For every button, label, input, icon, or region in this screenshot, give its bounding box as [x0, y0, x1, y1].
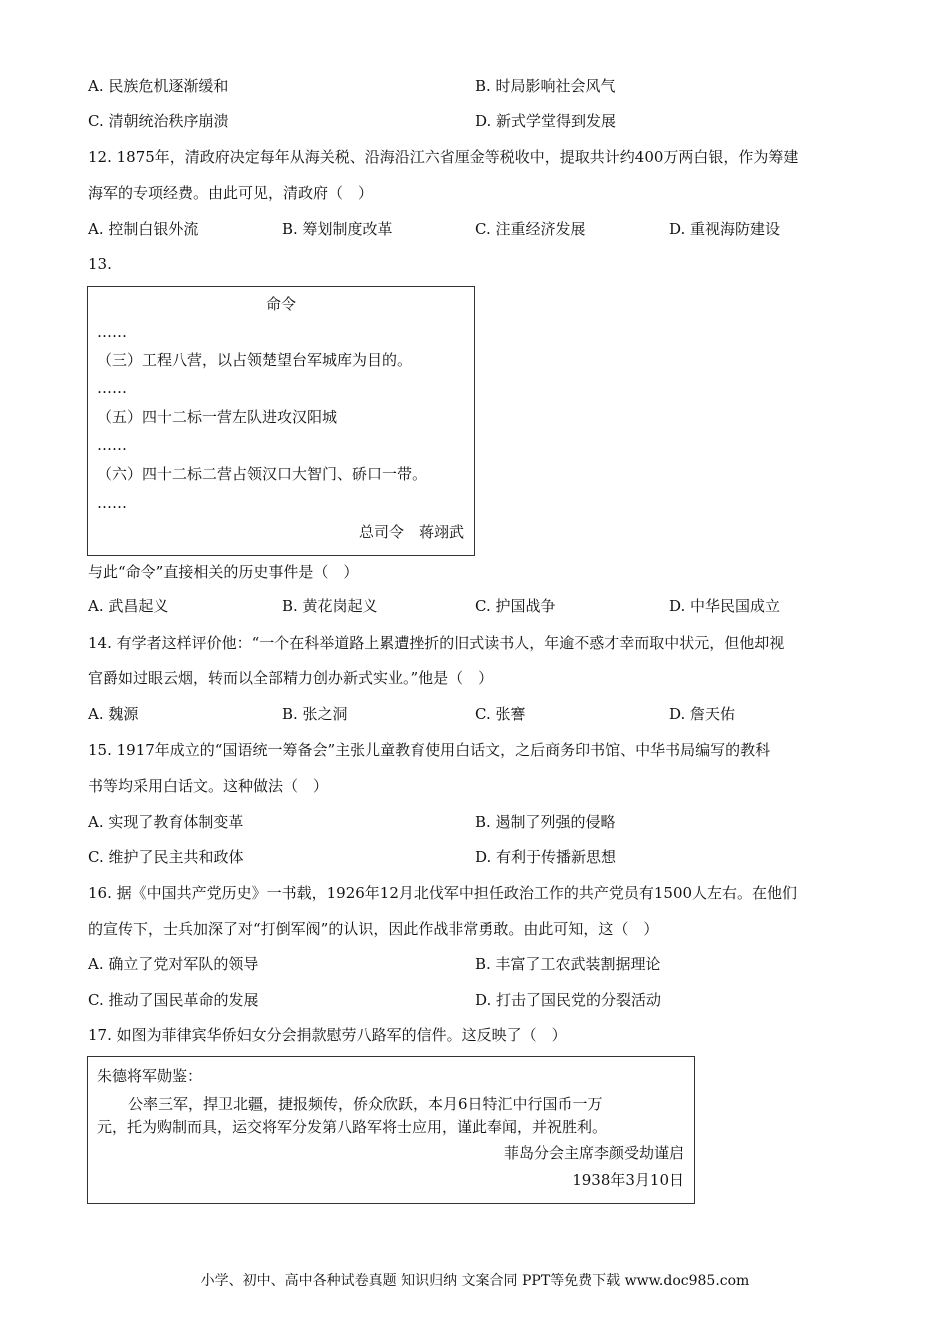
q17-stem: 17. 如图为菲律宾华侨妇女分会捐款慰劳八路军的信件。这反映了（ ） [88, 1026, 567, 1044]
q16-option-a: A. 确立了党对军队的领导 [88, 955, 259, 973]
q13-command-document [87, 286, 475, 556]
q17-letter-body-line2: 元，托为购制而具，运交将军分发第八路军将士应用，谨此奉闻，并祝胜利。 [97, 1118, 608, 1136]
page-footer: 小学、初中、高中各种试卷真题 知识归纳 文案合同 PPT等免费下载 www.doc985.com [200, 1273, 750, 1289]
q11-option-c: C. 清朝统治秩序崩溃 [88, 112, 229, 130]
q14-option-c: C. 张謇 [475, 705, 526, 723]
q13-number: 13. [88, 255, 112, 273]
q11-option-b: B. 时局影响社会风气 [475, 77, 616, 95]
q11-option-a: A. 民族危机逐渐缓和 [88, 77, 229, 95]
q12-stem-line2: 海军的专项经费。由此可见，清政府（ ） [88, 184, 374, 202]
q12-option-b: B. 筹划制度改革 [282, 220, 393, 238]
q17-letter-body-line1: 公率三军，捍卫北疆，捷报频传，侨众欣跃，本月6日特汇中行国币一万 [128, 1095, 603, 1113]
q12-option-d: D. 重视海防建设 [669, 220, 781, 238]
q13-document-line: （三）工程八营，以占领楚望台军城库为目的。 [97, 351, 413, 369]
q15-option-a: A. 实现了教育体制变革 [88, 813, 244, 831]
q17-letter-date: 1938年3月10日 [572, 1171, 684, 1189]
q13-option-d: D. 中华民国成立 [669, 597, 781, 615]
q14-option-d: D. 詹天佑 [669, 705, 736, 723]
q13-document-line: （五）四十二标一营左队进攻汉阳城 [97, 408, 338, 426]
q17-letter-signature: 菲岛分会主席李颜受劫谨启 [503, 1144, 684, 1162]
q14-stem-line2: 官爵如过眼云烟，转而以全部精力创办新式实业。”他是（ ） [88, 669, 494, 687]
q12-option-c: C. 注重经济发展 [475, 220, 586, 238]
q16-option-d: D. 打击了国民党的分裂活动 [475, 991, 662, 1009]
q14-stem-line1: 14. 有学者这样评价他：“一个在科举道路上累遭挫折的旧式读书人，年逾不惑才幸而取中状元，但他却视 [88, 634, 785, 652]
q16-option-b: B. 丰富了工农武装割据理论 [475, 955, 661, 973]
q15-stem-line2: 书等均采用白话文。这种做法（ ） [88, 777, 329, 795]
q14-option-b: B. 张之洞 [282, 705, 348, 723]
q14-option-a: A. 魏源 [88, 705, 139, 723]
q13-document-line: …… [97, 323, 127, 341]
q13-document-line: …… [97, 379, 127, 397]
q12-stem-line1: 12. 1875年，清政府决定每年从海关税、沿海沿江六省厘金等税收中，提取共计约400万两白银，作为筹建 [88, 148, 799, 166]
q11-option-d: D. 新式学堂得到发展 [475, 112, 617, 130]
q15-option-d: D. 有利于传播新思想 [475, 848, 617, 866]
q15-option-b: B. 遏制了列强的侵略 [475, 813, 616, 831]
q13-document-signature: 总司令 蒋翊武 [358, 523, 464, 541]
q13-option-b: B. 黄花岗起义 [282, 597, 378, 615]
q13-stem: 与此“命令”直接相关的历史事件是（ ） [88, 563, 359, 581]
q13-option-c: C. 护国战争 [475, 597, 556, 615]
q13-document-line: …… [97, 494, 127, 512]
q13-document-line: …… [97, 436, 127, 454]
q16-stem-line1: 16. 据《中国共产党历史》一书载，1926年12月北伐军中担任政治工作的共产党员有1500人左右。在他们 [88, 884, 798, 902]
q17-letter [87, 1056, 695, 1204]
q13-option-a: A. 武昌起义 [88, 597, 169, 615]
q12-option-a: A. 控制白银外流 [88, 220, 199, 238]
q17-letter-salutation: 朱德将军勋鉴： [97, 1067, 203, 1085]
q15-stem-line1: 15. 1917年成立的“国语统一筹备会”主张儿童教育使用白话文，之后商务印书馆、中华书局编写的教科 [88, 741, 771, 759]
q16-option-c: C. 推动了国民革命的发展 [88, 991, 259, 1009]
q13-document-title: 命令 [265, 295, 296, 313]
q13-document-line: （六）四十二标二营占领汉口大智门、硚口一带。 [97, 465, 428, 483]
q15-option-c: C. 维护了民主共和政体 [88, 848, 244, 866]
q16-stem-line2: 的宣传下，士兵加深了对“打倒军阀”的认识，因此作战非常勇敢。由此可知，这（ ） [88, 920, 659, 938]
